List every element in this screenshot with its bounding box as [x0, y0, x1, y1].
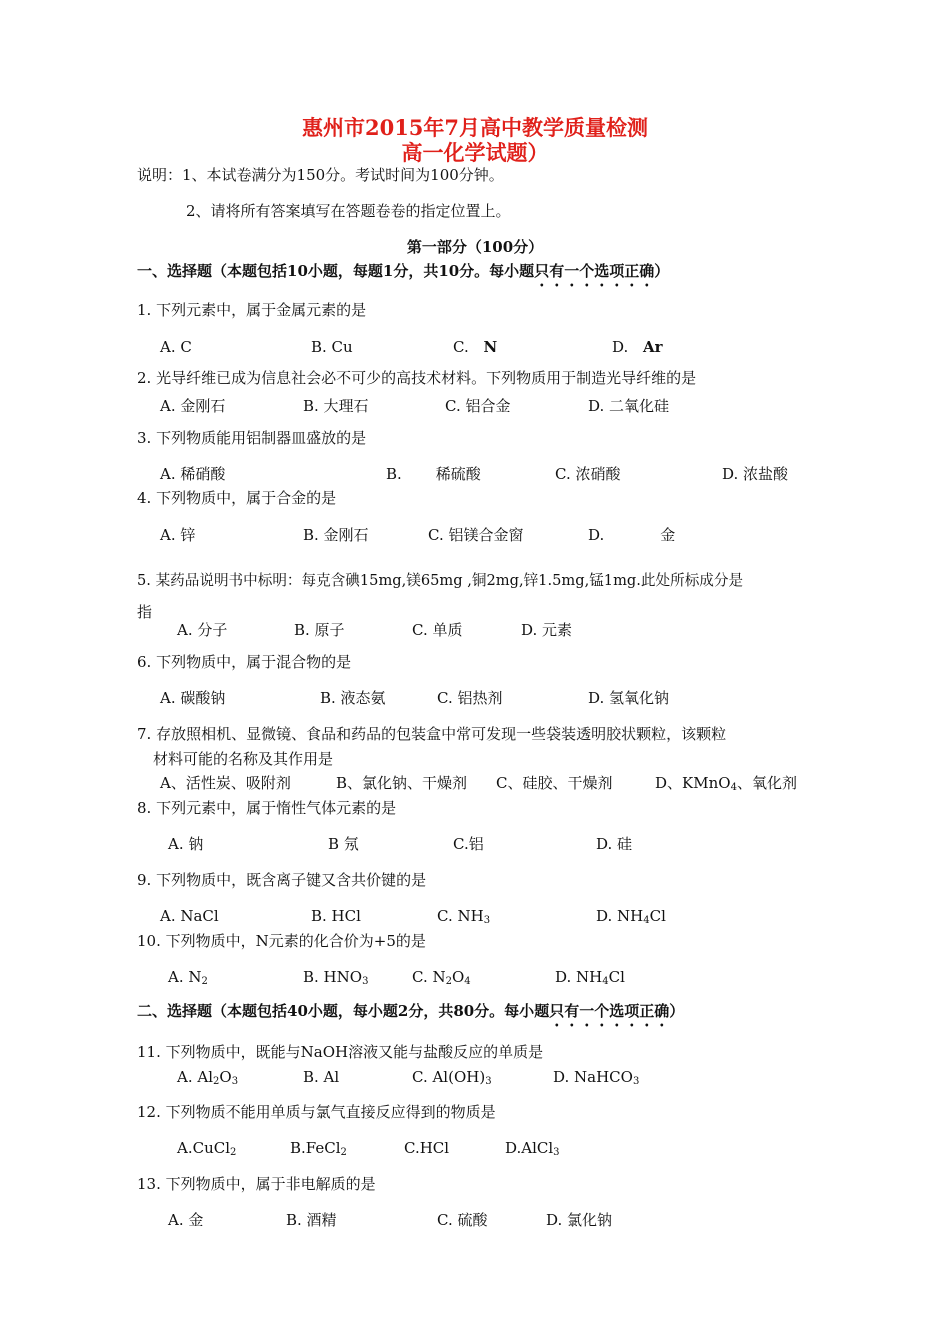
q4-option-d-text: 金 — [660, 526, 676, 544]
q10-option-d-text: D. NH — [555, 968, 603, 986]
q10-option-d-text-end: Cl — [608, 968, 625, 986]
q13-option-c: C. 硫酸 — [437, 1211, 488, 1229]
q13-option-d: D. 氯化钠 — [546, 1211, 613, 1229]
q2-option-b: B. 大理石 — [303, 397, 369, 415]
section-1-heading-end: ） — [654, 262, 670, 280]
q11-option-a-text-mid: O — [219, 1068, 232, 1086]
q1-option-c-letter: C. — [453, 338, 469, 356]
note-2: 2、请将所有答案填写在答题卷卷的指定位置上。 — [186, 202, 511, 220]
q10-option-c-subscript-2: 4 — [464, 976, 471, 987]
q10-option-c-text-mid: O — [451, 968, 465, 986]
q13-option-a: A. 金 — [168, 1211, 204, 1229]
note-1: 说明：1、本试卷满分为150分。考试时间为100分钟。 — [137, 166, 504, 184]
q2-option-c: C. 铝合金 — [445, 397, 511, 415]
q1-option-d — [612, 337, 663, 357]
question-8: 8. 下列元素中，属于惰性气体元素的是 — [137, 799, 397, 817]
q7-option-d-text: D、KMnO — [655, 774, 731, 792]
q12-option-b-text: B.FeCl — [290, 1139, 341, 1157]
q1-option-c-text: N — [483, 338, 498, 356]
q9-option-a: A. NaCl — [160, 907, 219, 925]
question-13: 13. 下列物质中，属于非电解质的是 — [137, 1175, 376, 1193]
q6-option-a: A. 碳酸钠 — [160, 689, 226, 707]
q5-option-d: D. 元素 — [521, 621, 573, 639]
question-10: 10. 下列物质中，N元素的化合价为+5的是 — [137, 932, 426, 950]
question-1: 1. 下列元素中，属于金属元素的是 — [137, 301, 367, 319]
q11-option-d-subscript: 3 — [632, 1076, 640, 1087]
section-2-heading-text: 二、选择题（本题包括40小题，每小题2分，共80分。每小题 — [137, 1002, 550, 1020]
q11-option-d — [553, 1067, 639, 1092]
question-12: 12. 下列物质不能用单质与氯气直接反应得到的物质是 — [137, 1103, 496, 1121]
q10-option-c-text: C. N — [412, 968, 446, 986]
q1-option-a: A. C — [160, 338, 192, 356]
q2-option-a: A. 金刚石 — [160, 397, 226, 415]
q8-option-b: B 氖 — [328, 835, 359, 853]
q10-option-a — [168, 967, 208, 992]
q9-option-c — [437, 906, 490, 931]
q4-option-d-letter: D. — [588, 526, 605, 544]
q4-option-b: B. 金刚石 — [303, 526, 369, 544]
q1-option-b: B. Cu — [311, 338, 353, 356]
question-4: 4. 下列物质中，属于合金的是 — [137, 489, 337, 507]
question-3: 3. 下列物质能用铝制器皿盛放的是 — [137, 429, 367, 447]
q5-option-b: B. 原子 — [294, 621, 345, 639]
q12-option-a — [177, 1138, 236, 1163]
q10-option-c-subscript-1: 2 — [445, 976, 452, 987]
q7-option-d-subscript: 4 — [730, 782, 737, 793]
q11-option-b: B. Al — [303, 1068, 340, 1086]
q3-option-d: D. 浓盐酸 — [722, 465, 789, 483]
q8-option-c: C.铝 — [453, 835, 484, 853]
q7-option-c: C、硅胶、干燥剂 — [496, 774, 613, 792]
q10-option-d-subscript: 4 — [602, 976, 609, 987]
question-5-cont: 指 — [137, 603, 153, 621]
q12-option-a-subscript: 2 — [230, 1147, 237, 1158]
q8-option-a: A. 钠 — [168, 835, 204, 853]
q10-option-b — [303, 967, 368, 992]
q12-option-c: C.HCl — [404, 1139, 450, 1157]
question-9: 9. 下列物质中，既含离子键又含共价键的是 — [137, 871, 427, 889]
q12-option-d-text: D.AlCl — [505, 1139, 554, 1157]
q13-option-b: B. 酒精 — [286, 1211, 337, 1229]
section-2-heading-end: ） — [669, 1002, 685, 1020]
q2-option-d: D. 二氧化硅 — [588, 397, 670, 415]
q1-option-d-text: Ar — [643, 338, 663, 356]
q4-option-c: C. 铝镁合金窗 — [428, 526, 524, 544]
q12-option-d — [505, 1138, 560, 1163]
q11-option-a-subscript-2: 3 — [231, 1076, 239, 1087]
q12-option-a-text: A.CuCl — [177, 1139, 231, 1157]
section-1-heading-emphasis: 只有一个选项正确 — [534, 262, 655, 280]
q5-option-a: A. 分子 — [177, 621, 228, 639]
q3-option-b — [386, 464, 481, 484]
q1-option-c — [453, 337, 497, 357]
q9-option-d-text-end: Cl — [649, 907, 666, 925]
q10-option-d — [555, 967, 625, 992]
q11-option-a-subscript-1: 2 — [213, 1076, 220, 1087]
q7-option-a: A、活性炭、吸附剂 — [160, 774, 291, 792]
q11-option-a-text: A. Al — [177, 1068, 213, 1086]
question-7: 7. 存放照相机、显微镜、食品和药品的包装盒中常可发现一些袋装透明胶状颗粒，该颗粒 — [137, 725, 727, 743]
q3-option-a: A. 稀硝酸 — [160, 465, 226, 483]
section-2-heading — [137, 1001, 684, 1030]
q9-option-c-text: C. NH — [437, 907, 484, 925]
q4-option-a: A. 锌 — [160, 526, 196, 544]
q12-option-b-subscript: 2 — [340, 1147, 347, 1158]
q7-option-d-text-end: 、氧化剂 — [736, 774, 797, 792]
question-6: 6. 下列物质中，属于混合物的是 — [137, 653, 352, 671]
q6-option-b: B. 液态氨 — [320, 689, 386, 707]
question-2: 2. 光导纤维已成为信息社会必不可少的高技术材料。下列物质用于制造光导纤维的是 — [137, 369, 697, 387]
q10-option-b-subscript: 3 — [362, 976, 369, 987]
q9-option-c-subscript: 3 — [483, 915, 491, 926]
q4-option-d — [588, 525, 675, 545]
q7-option-d — [655, 773, 797, 798]
q10-option-c — [412, 967, 471, 992]
q11-option-a — [177, 1067, 238, 1092]
q9-option-b: B. HCl — [311, 907, 361, 925]
q3-option-b-letter: B. — [386, 465, 402, 483]
question-5: 5. 某药品说明书中标明：每克含碘15mg,镁65mg ,铜2mg,锌1.5mg,锰1mg.此处所标成分是 — [137, 572, 744, 589]
q9-option-d — [596, 906, 666, 931]
q9-option-d-subscript: 4 — [643, 915, 650, 926]
q3-option-b-text: 稀硫酸 — [435, 465, 481, 483]
q8-option-d: D. 硅 — [596, 835, 633, 853]
part-1-title: 第一部分（100分） — [406, 238, 544, 256]
q9-option-d-text: D. NH — [596, 907, 644, 925]
q10-option-a-subscript: 2 — [201, 976, 208, 987]
section-2-heading-emphasis: 只有一个选项正确 — [549, 1002, 670, 1020]
q6-option-d: D. 氢氧化钠 — [588, 689, 670, 707]
q6-option-c: C. 铝热剂 — [437, 689, 503, 707]
q5-option-c: C. 单质 — [412, 621, 463, 639]
q10-option-b-text: B. HNO — [303, 968, 363, 986]
section-1-heading — [137, 261, 669, 290]
q11-option-c — [412, 1067, 492, 1092]
q12-option-b — [290, 1138, 347, 1163]
q7-option-b: B、氯化钠、干燥剂 — [336, 774, 468, 792]
q3-option-c: C. 浓硝酸 — [555, 465, 621, 483]
question-11: 11. 下列物质中，既能与NaOH溶液又能与盐酸反应的单质是 — [137, 1043, 544, 1061]
q1-option-d-letter: D. — [612, 338, 629, 356]
q10-option-a-text: A. N — [168, 968, 202, 986]
question-7-cont: 材料可能的名称及其作用是 — [153, 750, 334, 768]
q11-option-c-subscript: 3 — [485, 1076, 492, 1087]
q12-option-d-subscript: 3 — [553, 1147, 560, 1158]
exam-subtitle: 高一化学试题） — [401, 140, 549, 165]
exam-title: 惠州市2015年7月高中教学质量检测 — [301, 115, 649, 140]
q11-option-c-text: C. Al(OH) — [412, 1068, 486, 1086]
q11-option-d-text: D. NaHCO — [553, 1068, 633, 1086]
section-1-heading-text: 一、选择题（本题包括10小题，每题1分，共10分。每小题 — [137, 262, 535, 280]
